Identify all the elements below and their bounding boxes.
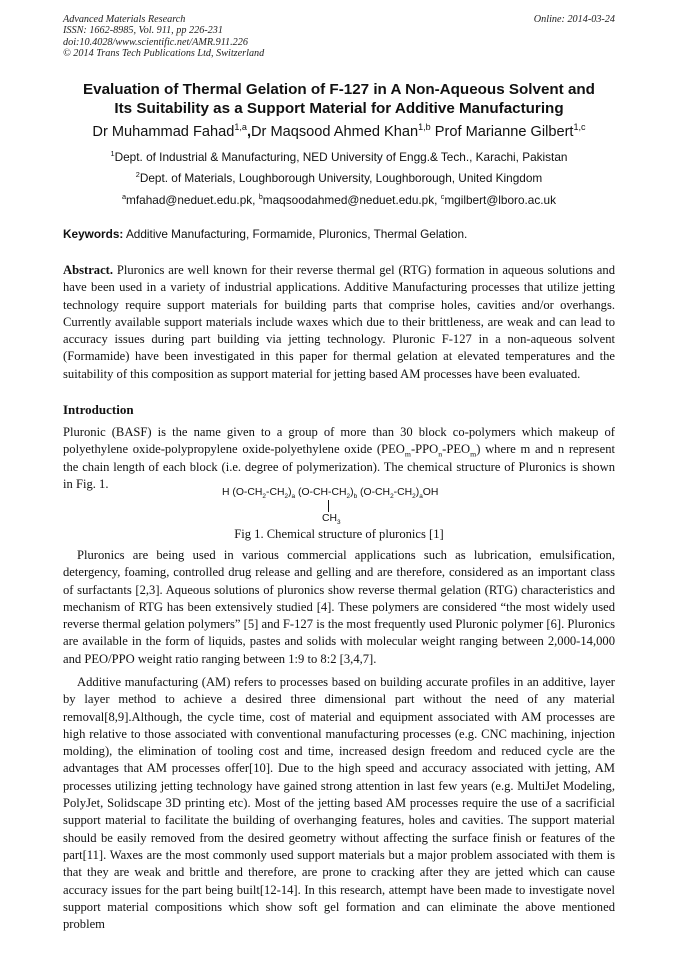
doi-line: doi:10.4028/www.scientific.net/AMR.911.226	[63, 36, 248, 48]
figure-caption: Fig 1. Chemical structure of pluronics [1]	[234, 527, 444, 541]
p1-text-b: -PPO	[410, 442, 439, 457]
email-c[interactable]: mgilbert@lboro.ac.uk	[444, 193, 556, 207]
author-3-affiliation: 1,c	[573, 122, 586, 133]
formula-part-8: )	[415, 487, 420, 498]
formula-sub-b: b	[353, 493, 358, 501]
email-b[interactable]: maqsoodahmed@neduet.edu.pk,	[262, 193, 441, 207]
formula-part-3: )	[288, 487, 292, 498]
keywords-label: Keywords:	[63, 227, 124, 241]
intro-paragraph-1	[63, 424, 615, 493]
affiliation-2-number: 2	[135, 170, 140, 180]
formula-part-7: -CH	[393, 487, 413, 498]
intro-paragraph-2: Pluronics are being used in various commercial applications such as lubrication, emulsification, detergency, foaming, controlled drug release and gelling and are therefore, considered as an important class of surfactants [2,3]. Aqueous solutions of pluronics show reverse thermal gelation (RTG) characteristics and mechanism of RTG has been extensively studied [4]. These polymers are considered “the most widely used reverse thermal gelation polymers” [5] and F-127 is the most frequently used Pluronic polymer [6]. Pluronics are available in the form of liquids, pastes and solids with molecular weight ranging between 2,000-14,000 and PEO/PPO weight ratio ranging between 1:9 to 8:2 [3,4,7].	[63, 548, 615, 666]
author-1: Dr Muhammad Fahad	[92, 124, 235, 140]
formula-sub-5: 2	[412, 493, 416, 501]
abstract	[63, 262, 615, 383]
formula-sub-3-methyl: 3	[337, 519, 341, 527]
formula-sub-4: 2	[390, 493, 394, 501]
formula-part-6: (O-CH	[357, 487, 391, 498]
email-c-marker: c	[440, 192, 445, 202]
formula-ch: CH	[322, 513, 338, 524]
intro-paragraph-3: Additive manufacturing (AM) refers to processes based on building accurate profiles in an additive, layer by layer method to achieve a desired three dimensional part without the need of any material removal[8,9].Although, the cycle time, cost of material and equipment associated with AM processes are high relative to those associated with conventional manufacturing processes (e.g. CNC machining, injection molding), the elimination of tooling cost and time, increased design freedom and reduced cycle are the advantages that AM processes offer[10]. Due to the high speed and accuracy associated with jetting, AM processes utilizing jetting technology have gained strong attention in last few years (e.g. MultiJet Modeling, PolyJet, Solidscape 3D printing etc). Most of the jetting based AM processes require the use of a sacrificial support material to facilitate the building of overhanging features, holes and cavities. The support material should be easily removed from the desired geometry without affecting the surface finish or features of the part[11]. Waxes are the most commonly used support materials but a major problem associated with them is that they are weak and brittle and therefore, are prone to cracking after they are jetted which can cause accuracy issues for the part being built[12-14]. In this research, attempt have been made to investigate novel support material compositions which show soft gel formation and can eliminate the above mentioned problem	[63, 675, 615, 932]
affiliation-2	[30, 171, 648, 185]
email-a[interactable]: mfahad@neduet.edu.pk,	[126, 193, 259, 207]
formula-part-5: )	[350, 487, 354, 498]
affiliation-1-text: Dept. of Industrial & Manufacturing, NED University of Engg.& Tech., Karachi, Pakistan	[114, 150, 568, 164]
abstract-text: Pluronics are well known for their reverse thermal gel (RTG) formation in aqueous solutions and have been used in a variety of industrial applications. Additive Manufacturing processes that utilize jetting technology require support materials for building parts that comprise holes, cavities and/or overhangs. Currently available support materials include waxes which due to their brittleness, are weak and can lead to accuracy issues during part building via jetting technology. Pluronic F-127 in a non-aqueous solvent (Formamide) have been investigated in this paper for thermal gelation at elevated temperatures and the suitability of this composition as support material for jetting based AM processes have been evaluated.	[63, 263, 615, 381]
formula-methyl-group	[322, 512, 341, 525]
keywords	[63, 227, 615, 241]
p1-text-d: ) where m and n represent the chain length of each block (i.e. degree of polymerization). The chemical structure of Pluronics is shown in Fig. 1.	[63, 442, 615, 491]
section-heading-introduction: Introduction	[63, 402, 134, 417]
author-2: Dr Maqsood Ahmed Khan	[251, 124, 419, 140]
p1-sub-n: n	[438, 449, 443, 459]
issn-line: ISSN: 1662-8985, Vol. 911, pp 226-231	[63, 25, 223, 37]
p1-text-c: -PEO	[442, 442, 471, 457]
affiliation-1	[30, 150, 648, 164]
title-line-2: Its Suitability as a Support Material for Additive Manufacturing	[114, 100, 564, 117]
p1-sub-m2: m	[470, 449, 477, 459]
online-date: Online: 2014-03-24	[533, 14, 615, 25]
title-line-1: Evaluation of Thermal Gelation of F-127 in A Non-Aqueous Solvent and	[83, 81, 595, 98]
formula-part-4: (O-CH-CH	[295, 487, 347, 498]
formula-sub-1: 2	[262, 493, 266, 501]
copyright-line: © 2014 Trans Tech Publications Ltd, Switzerland	[63, 48, 265, 60]
p1-text-a: Pluronic (BASF) is the name given to a group of more than 30 block co-polymers which makeup of polyethylene oxide-polypropylene oxide-polyethylene oxide (PEO	[63, 425, 615, 457]
formula-sub-3: 2	[346, 493, 351, 501]
author-3: Prof Marianne Gilbert	[434, 124, 574, 140]
p1-sub-m1: m	[404, 449, 411, 459]
formula-sub-2: 2	[284, 493, 289, 501]
email-b-marker: b	[258, 192, 263, 202]
author-2-affiliation: 1,b	[418, 122, 431, 133]
author-list: Dr Muhammad Fahad$^{1,a}$,Dr Maqsood Ahmed Khan$^{1,b}$ Prof Marianne Gilbert$^{1,c}$	[92, 122, 586, 140]
formula-sub-a: a	[291, 493, 296, 501]
formula-part-2: -CH	[266, 487, 285, 498]
email-a-marker: a	[121, 192, 127, 202]
affiliation-2-text: Dept. of Materials, Loughborough University, Loughborough, United Kingdom	[139, 171, 543, 185]
formula-part-9: OH	[422, 487, 439, 498]
keywords-text: Additive Manufacturing, Formamide, Pluronics, Thermal Gelation.	[123, 227, 468, 241]
formula-sub-a2: a	[419, 493, 423, 501]
formula-part-1: H (O-CH	[222, 487, 263, 498]
journal-name: Advanced Materials Research	[63, 14, 186, 25]
chemical-formula	[222, 486, 438, 499]
email-list	[30, 193, 648, 207]
formula-bond-line	[328, 500, 329, 512]
affiliation-1-number: 1	[110, 149, 115, 159]
paper-title	[40, 80, 638, 118]
abstract-label: Abstract.	[63, 263, 114, 277]
author-1-affiliation: 1,a	[234, 122, 247, 133]
journal-header	[63, 14, 615, 60]
